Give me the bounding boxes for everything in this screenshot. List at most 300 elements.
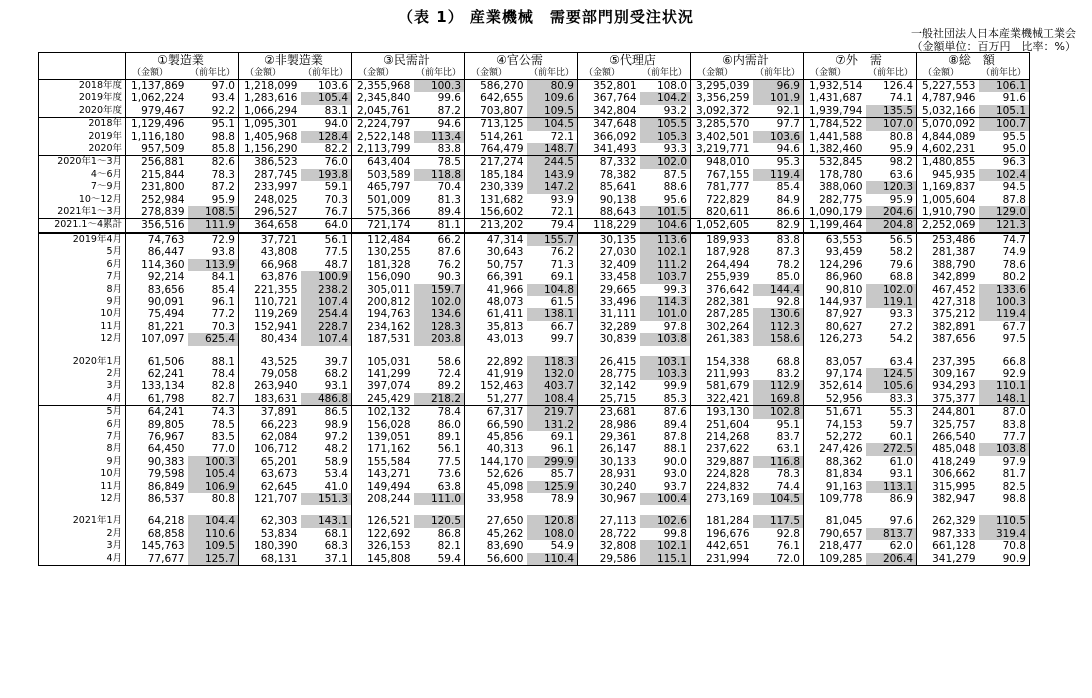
amount-cell: 342,899 <box>917 271 979 283</box>
amount-cell: 106,712 <box>239 443 301 455</box>
row-label: 8月 <box>106 283 122 295</box>
amount-cell: 33,496 <box>578 296 640 308</box>
amount-cell: 356,516 <box>126 219 188 233</box>
spacer <box>691 346 753 356</box>
ratio-cell: 85.7 <box>550 468 574 481</box>
amount-cell: 3,356,259 <box>691 92 753 104</box>
ratio-cell: 102.0 <box>640 156 691 169</box>
amount-cell: 30,839 <box>578 333 640 345</box>
amount-cell: 3,285,570 <box>691 118 753 131</box>
amount-cell: 2,345,840 <box>352 92 414 104</box>
ratio-cell: 86.5 <box>324 406 348 419</box>
ratio-cell: 193.8 <box>301 169 352 181</box>
table-row <box>39 481 1030 493</box>
amount-cell: 5,227,553 <box>917 80 979 93</box>
row-label: 2月 <box>106 367 122 379</box>
amount-cell: 28,986 <box>578 419 640 431</box>
ratio-cell: 109.5 <box>188 540 239 552</box>
amount-cell: 5,070,092 <box>917 118 979 131</box>
ratio-cell: 88.6 <box>663 181 687 194</box>
ratio-cell: 92.9 <box>1002 367 1026 380</box>
ratio-cell: 82.6 <box>188 156 239 169</box>
ratio-cell: 85.0 <box>776 271 800 284</box>
amount-cell: 442,651 <box>691 540 753 552</box>
amount-cell: 185,184 <box>465 169 527 181</box>
ratio-cell: 93.1 <box>324 380 348 393</box>
amount-cell: 2,522,148 <box>352 131 414 143</box>
ratio-cell: 74.1 <box>889 92 913 105</box>
amount-cell: 315,995 <box>917 481 979 493</box>
amount-cell: 256,881 <box>126 156 188 169</box>
table-row <box>39 271 1030 283</box>
ratio-cell: 120.3 <box>866 181 917 193</box>
ratio-cell: 99.3 <box>663 283 687 296</box>
ratio-cell: 111.2 <box>640 259 691 271</box>
amount-cell: 41,919 <box>465 368 527 380</box>
amount-cell: 1,066,294 <box>239 105 301 118</box>
amount-cell: 126,273 <box>804 333 866 345</box>
ratio-cell: 148.7 <box>527 143 578 156</box>
amount-cell: 1,199,464 <box>804 219 866 233</box>
row-label: 5月 <box>106 406 122 418</box>
amount-cell: 418,249 <box>917 456 979 468</box>
ratio-cell: 105.3 <box>640 131 691 143</box>
ratio-cell: 99.8 <box>663 527 687 540</box>
ratio-cell: 119.4 <box>753 169 804 181</box>
amount-cell: 326,153 <box>352 540 414 552</box>
amount-cell: 4,844,089 <box>917 131 979 143</box>
amount-cell: 154,338 <box>691 356 753 368</box>
amount-cell: 196,676 <box>691 528 753 540</box>
table-row <box>39 80 1030 93</box>
amount-cell: 251,604 <box>691 419 753 431</box>
ratio-subheader: （前年比） <box>188 67 239 80</box>
amount-cell: 1,939,794 <box>804 105 866 118</box>
ratio-cell: 71.3 <box>550 258 574 271</box>
amount-cell: 121,707 <box>239 493 301 505</box>
ratio-cell: 125.9 <box>527 481 578 493</box>
amount-cell: 1,156,290 <box>239 143 301 156</box>
ratio-cell: 206.4 <box>866 553 917 566</box>
ratio-cell: 118.8 <box>414 169 465 181</box>
amount-cell: 37,891 <box>239 406 301 419</box>
ratio-cell: 82.2 <box>324 143 348 156</box>
ratio-cell: 82.1 <box>437 540 461 553</box>
amount-cell: 40,313 <box>465 443 527 455</box>
ratio-cell: 95.1 <box>776 418 800 431</box>
amount-cell: 247,426 <box>804 443 866 455</box>
amount-cell: 3,402,501 <box>691 131 753 143</box>
ratio-cell: 100.7 <box>979 118 1030 131</box>
unit-note: （金額単位：百万円 比率：%） <box>911 40 1076 53</box>
amount-cell: 581,679 <box>691 380 753 392</box>
amount-cell: 41,966 <box>465 284 527 296</box>
ratio-cell: 100.4 <box>640 493 691 505</box>
ratio-cell: 85.8 <box>211 143 235 156</box>
ratio-cell: 69.1 <box>550 271 574 284</box>
ratio-cell: 102.4 <box>979 169 1030 181</box>
amount-cell: 532,845 <box>804 156 866 169</box>
amount-cell: 224,832 <box>691 481 753 493</box>
amount-cell: 131,682 <box>465 194 527 206</box>
amount-cell: 575,366 <box>352 206 414 219</box>
amount-cell: 248,025 <box>239 194 301 206</box>
amount-cell: 144,937 <box>804 296 866 308</box>
ratio-cell: 92.8 <box>776 527 800 540</box>
amount-cell: 255,939 <box>691 271 753 283</box>
row-label: 2020年1月 <box>72 355 122 367</box>
table-row <box>39 284 1030 296</box>
ratio-cell: 48.7 <box>324 258 348 271</box>
amount-cell: 66,391 <box>465 271 527 283</box>
ratio-cell: 147.2 <box>527 181 578 193</box>
amount-cell: 126,521 <box>352 515 414 527</box>
ratio-cell: 106.1 <box>979 80 1030 93</box>
amount-cell: 721,174 <box>352 219 414 233</box>
spacer <box>465 346 527 356</box>
ratio-cell: 77.5 <box>437 455 461 468</box>
amount-subheader: （金額） <box>804 67 866 80</box>
ratio-cell: 124.5 <box>866 368 917 380</box>
ratio-cell: 113.4 <box>414 131 465 143</box>
amount-cell: 194,763 <box>352 308 414 320</box>
table-row <box>39 493 1030 505</box>
row-label: 9月 <box>106 295 122 307</box>
amount-cell: 33,958 <box>465 493 527 505</box>
amount-cell: 233,997 <box>239 181 301 193</box>
amount-cell: 427,318 <box>917 296 979 308</box>
ratio-cell: 81.7 <box>1002 468 1026 481</box>
amount-cell: 366,092 <box>578 131 640 143</box>
amount-cell: 28,931 <box>578 468 640 480</box>
amount-cell: 30,135 <box>578 233 640 246</box>
ratio-cell: 78.4 <box>437 406 461 419</box>
amount-cell: 215,844 <box>126 169 188 181</box>
amount-cell: 767,155 <box>691 169 753 181</box>
spacer <box>239 346 301 356</box>
ratio-cell: 66.2 <box>414 233 465 246</box>
ratio-cell: 105.6 <box>866 380 917 392</box>
amount-cell: 934,293 <box>917 380 979 392</box>
amount-cell: 28,722 <box>578 528 640 540</box>
amount-cell: 287,285 <box>691 308 753 320</box>
amount-cell: 1,090,179 <box>804 206 866 219</box>
amount-cell: 1,405,968 <box>239 131 301 143</box>
row-label: 12月 <box>100 333 122 345</box>
amount-cell: 1,169,837 <box>917 181 979 193</box>
amount-cell: 465,797 <box>352 181 414 193</box>
amount-cell: 1,784,522 <box>804 118 866 131</box>
table-row <box>39 431 1030 443</box>
amount-cell: 322,421 <box>691 393 753 406</box>
amount-cell: 467,452 <box>917 284 979 296</box>
ratio-cell: 80.9 <box>527 80 578 93</box>
ratio-cell: 77.0 <box>211 443 235 456</box>
ratio-cell: 204.6 <box>866 206 917 219</box>
amount-cell: 102,132 <box>352 406 414 419</box>
ratio-cell: 54.9 <box>550 540 574 553</box>
table-row <box>39 233 1030 246</box>
amount-cell: 83,656 <box>126 284 188 296</box>
amount-cell: 156,028 <box>352 419 414 431</box>
amount-cell: 820,611 <box>691 206 753 219</box>
amount-cell: 81,045 <box>804 515 866 527</box>
spacer <box>414 346 465 356</box>
amount-cell: 181,284 <box>691 515 753 527</box>
amount-cell: 200,812 <box>352 296 414 308</box>
row-label: 9月 <box>106 455 122 467</box>
ratio-cell: 238.2 <box>301 284 352 296</box>
amount-cell: 51,671 <box>804 406 866 419</box>
ratio-cell: 83.8 <box>753 233 804 246</box>
ratio-cell: 120.5 <box>414 515 465 527</box>
ratio-cell: 135.5 <box>866 105 917 118</box>
ratio-cell: 98.8 <box>1002 493 1026 505</box>
amount-cell: 30,643 <box>465 246 527 258</box>
ratio-cell: 78.5 <box>211 418 235 431</box>
ratio-cell: 68.3 <box>324 540 348 553</box>
amount-cell: 386,523 <box>239 156 301 169</box>
amount-cell: 1,910,790 <box>917 206 979 219</box>
ratio-cell: 83.8 <box>437 143 461 156</box>
ratio-cell: 104.5 <box>753 493 804 505</box>
amount-cell: 713,125 <box>465 118 527 131</box>
amount-cell: 2,252,069 <box>917 219 979 233</box>
ratio-cell: 97.7 <box>753 118 804 131</box>
ratio-cell: 88.1 <box>663 443 687 456</box>
header-corner <box>39 53 126 68</box>
amount-cell: 86,537 <box>126 493 188 505</box>
ratio-cell: 68.2 <box>324 367 348 380</box>
ratio-cell: 113.9 <box>188 259 239 271</box>
ratio-cell: 143.9 <box>527 169 578 181</box>
ratio-cell: 89.4 <box>414 206 465 219</box>
amount-cell: 79,598 <box>126 468 188 480</box>
amount-subheader: （金額） <box>578 67 640 80</box>
ratio-cell: 93.8 <box>211 246 235 259</box>
ratio-cell: 56.1 <box>437 443 461 456</box>
ratio-cell: 103.7 <box>640 271 691 283</box>
amount-cell: 4,602,231 <box>917 143 979 156</box>
spacer <box>917 505 979 515</box>
row-label: 2018年 <box>39 118 126 131</box>
amount-cell: 145,763 <box>126 540 188 552</box>
ratio-cell: 74.9 <box>1002 246 1026 259</box>
amount-cell: 68,858 <box>126 528 188 540</box>
spacer <box>465 505 527 515</box>
amount-cell: 180,390 <box>239 540 301 552</box>
ratio-cell: 159.7 <box>414 284 465 296</box>
amount-cell: 347,648 <box>578 118 640 131</box>
ratio-cell: 79.6 <box>889 258 913 271</box>
spacer <box>640 505 691 515</box>
ratio-cell: 56.5 <box>866 233 917 246</box>
ratio-cell: 169.8 <box>753 393 804 406</box>
amount-cell: 218,477 <box>804 540 866 552</box>
ratio-cell: 126.4 <box>882 80 913 92</box>
row-label: 2019年度 <box>78 92 122 104</box>
ratio-cell: 84.1 <box>211 271 235 284</box>
ratio-cell: 112.9 <box>753 380 804 392</box>
ratio-cell: 80.8 <box>211 493 235 505</box>
spacer <box>866 505 917 515</box>
table-row <box>39 515 1030 527</box>
ratio-cell: 82.8 <box>211 380 235 393</box>
ratio-cell: 87.8 <box>1002 193 1026 206</box>
amount-cell: 237,395 <box>917 356 979 368</box>
ratio-cell: 48.2 <box>324 443 348 456</box>
ratio-subheader: （前年比） <box>527 67 578 80</box>
row-label: 2月 <box>106 527 122 539</box>
amount-cell: 503,589 <box>352 169 414 181</box>
ratio-cell: 95.0 <box>1002 143 1026 156</box>
amount-cell: 722,829 <box>691 194 753 206</box>
ratio-cell: 114.3 <box>640 296 691 308</box>
ratio-cell: 133.6 <box>979 284 1030 296</box>
table-row <box>39 181 1030 193</box>
amount-cell: 66,968 <box>239 259 301 271</box>
ratio-cell: 58.2 <box>889 246 913 259</box>
amount-cell: 1,137,869 <box>126 80 188 93</box>
amount-cell: 375,377 <box>917 393 979 406</box>
amount-cell: 1,116,180 <box>126 131 188 143</box>
ratio-cell: 68.8 <box>889 271 913 284</box>
amount-cell: 979,467 <box>126 105 188 118</box>
amount-cell: 29,586 <box>578 553 640 566</box>
ratio-cell: 78.5 <box>414 156 465 169</box>
ratio-cell: 100.3 <box>188 456 239 468</box>
amount-cell: 114,360 <box>126 259 188 271</box>
ratio-cell: 100.3 <box>414 80 465 93</box>
ratio-cell: 102.6 <box>640 515 691 527</box>
ratio-cell: 55.3 <box>889 406 913 419</box>
ratio-cell: 86.0 <box>437 418 461 431</box>
amount-cell: 485,048 <box>917 443 979 455</box>
amount-cell: 703,807 <box>465 105 527 118</box>
ratio-cell: 108.4 <box>527 393 578 406</box>
ratio-cell: 158.6 <box>753 333 804 345</box>
amount-cell: 945,935 <box>917 169 979 181</box>
ratio-cell: 76.7 <box>301 206 352 219</box>
amount-cell: 83,690 <box>465 540 527 552</box>
ratio-cell: 131.2 <box>527 419 578 431</box>
ratio-cell: 68.8 <box>776 355 800 368</box>
ratio-cell: 102.0 <box>414 296 465 308</box>
table-row <box>39 333 1030 345</box>
ratio-cell: 102.1 <box>640 246 691 258</box>
row-label: 8月 <box>106 443 122 455</box>
amount-cell: 35,813 <box>465 321 527 333</box>
page-title: （表 1） 産業機械 需要部門別受注状況 <box>398 8 694 26</box>
amount-cell: 171,162 <box>352 443 414 455</box>
table-row <box>39 194 1030 206</box>
amount-cell: 278,839 <box>126 206 188 219</box>
amount-cell: 296,527 <box>239 206 301 219</box>
spacer <box>979 505 1030 515</box>
ratio-cell: 625.4 <box>188 333 239 345</box>
spacer <box>804 505 866 515</box>
amount-cell: 152,941 <box>239 321 301 333</box>
amount-cell: 2,045,761 <box>352 105 414 118</box>
amount-cell: 64,241 <box>126 406 188 419</box>
spacer <box>640 346 691 356</box>
row-label: 2020年度 <box>78 104 122 116</box>
amount-cell: 281,387 <box>917 246 979 258</box>
amount-cell: 25,715 <box>578 393 640 406</box>
amount-cell: 112,484 <box>352 233 414 246</box>
ratio-cell: 103.8 <box>640 333 691 345</box>
ratio-cell: 82.9 <box>753 219 804 233</box>
spacer <box>39 505 126 515</box>
amount-cell: 45,098 <box>465 481 527 493</box>
ratio-cell: 90.3 <box>437 271 461 284</box>
ratio-cell: 83.7 <box>776 430 800 443</box>
orders-table <box>38 52 1030 566</box>
row-label: 3月 <box>106 540 122 552</box>
column-header: ⑦外 需 <box>804 53 917 68</box>
spacer <box>691 505 753 515</box>
table-row <box>39 456 1030 468</box>
ratio-cell: 110.4 <box>527 553 578 566</box>
spacer <box>188 505 239 515</box>
amount-cell: 92,214 <box>126 271 188 283</box>
row-label: 6月 <box>106 418 122 430</box>
ratio-cell: 113.6 <box>640 233 691 246</box>
ratio-cell: 144.4 <box>753 284 804 296</box>
amount-cell: 367,764 <box>578 92 640 104</box>
ratio-subheader: （前年比） <box>301 67 352 80</box>
amount-cell: 62,084 <box>239 431 301 443</box>
amount-cell: 32,808 <box>578 540 640 552</box>
ratio-cell: 86.8 <box>437 527 461 540</box>
amount-cell: 224,828 <box>691 468 753 480</box>
amount-cell: 64,450 <box>126 443 188 455</box>
spacer <box>578 346 640 356</box>
amount-cell: 32,142 <box>578 380 640 392</box>
amount-cell: 56,600 <box>465 553 527 566</box>
amount-cell: 155,584 <box>352 456 414 468</box>
amount-cell: 62,303 <box>239 515 301 527</box>
row-label: 4月 <box>106 552 122 564</box>
ratio-cell: 98.8 <box>211 130 235 143</box>
table-row <box>39 308 1030 320</box>
table-row <box>39 259 1030 271</box>
column-header: ①製造業 <box>126 53 239 68</box>
ratio-cell: 110.5 <box>979 515 1030 527</box>
amount-cell: 63,876 <box>239 271 301 283</box>
ratio-cell: 218.2 <box>414 393 465 406</box>
ratio-cell: 85.3 <box>640 393 691 406</box>
table-row <box>39 296 1030 308</box>
ratio-cell: 87.6 <box>437 246 461 259</box>
ratio-cell: 37.1 <box>324 552 348 565</box>
amount-subheader: （金額） <box>917 67 979 80</box>
table-row <box>39 443 1030 455</box>
ratio-cell: 299.9 <box>527 456 578 468</box>
ratio-cell: 92.2 <box>211 104 235 117</box>
ratio-cell: 204.8 <box>866 219 917 233</box>
ratio-cell: 82.5 <box>1002 480 1026 493</box>
amount-cell: 90,383 <box>126 456 188 468</box>
amount-cell: 341,493 <box>578 143 640 156</box>
amount-cell: 214,268 <box>691 431 753 443</box>
amount-cell: 63,553 <box>804 233 866 246</box>
ratio-cell: 70.3 <box>211 320 235 333</box>
amount-cell: 27,113 <box>578 515 640 527</box>
ratio-cell: 96.3 <box>979 156 1030 169</box>
table-row <box>39 92 1030 104</box>
spacer <box>753 346 804 356</box>
